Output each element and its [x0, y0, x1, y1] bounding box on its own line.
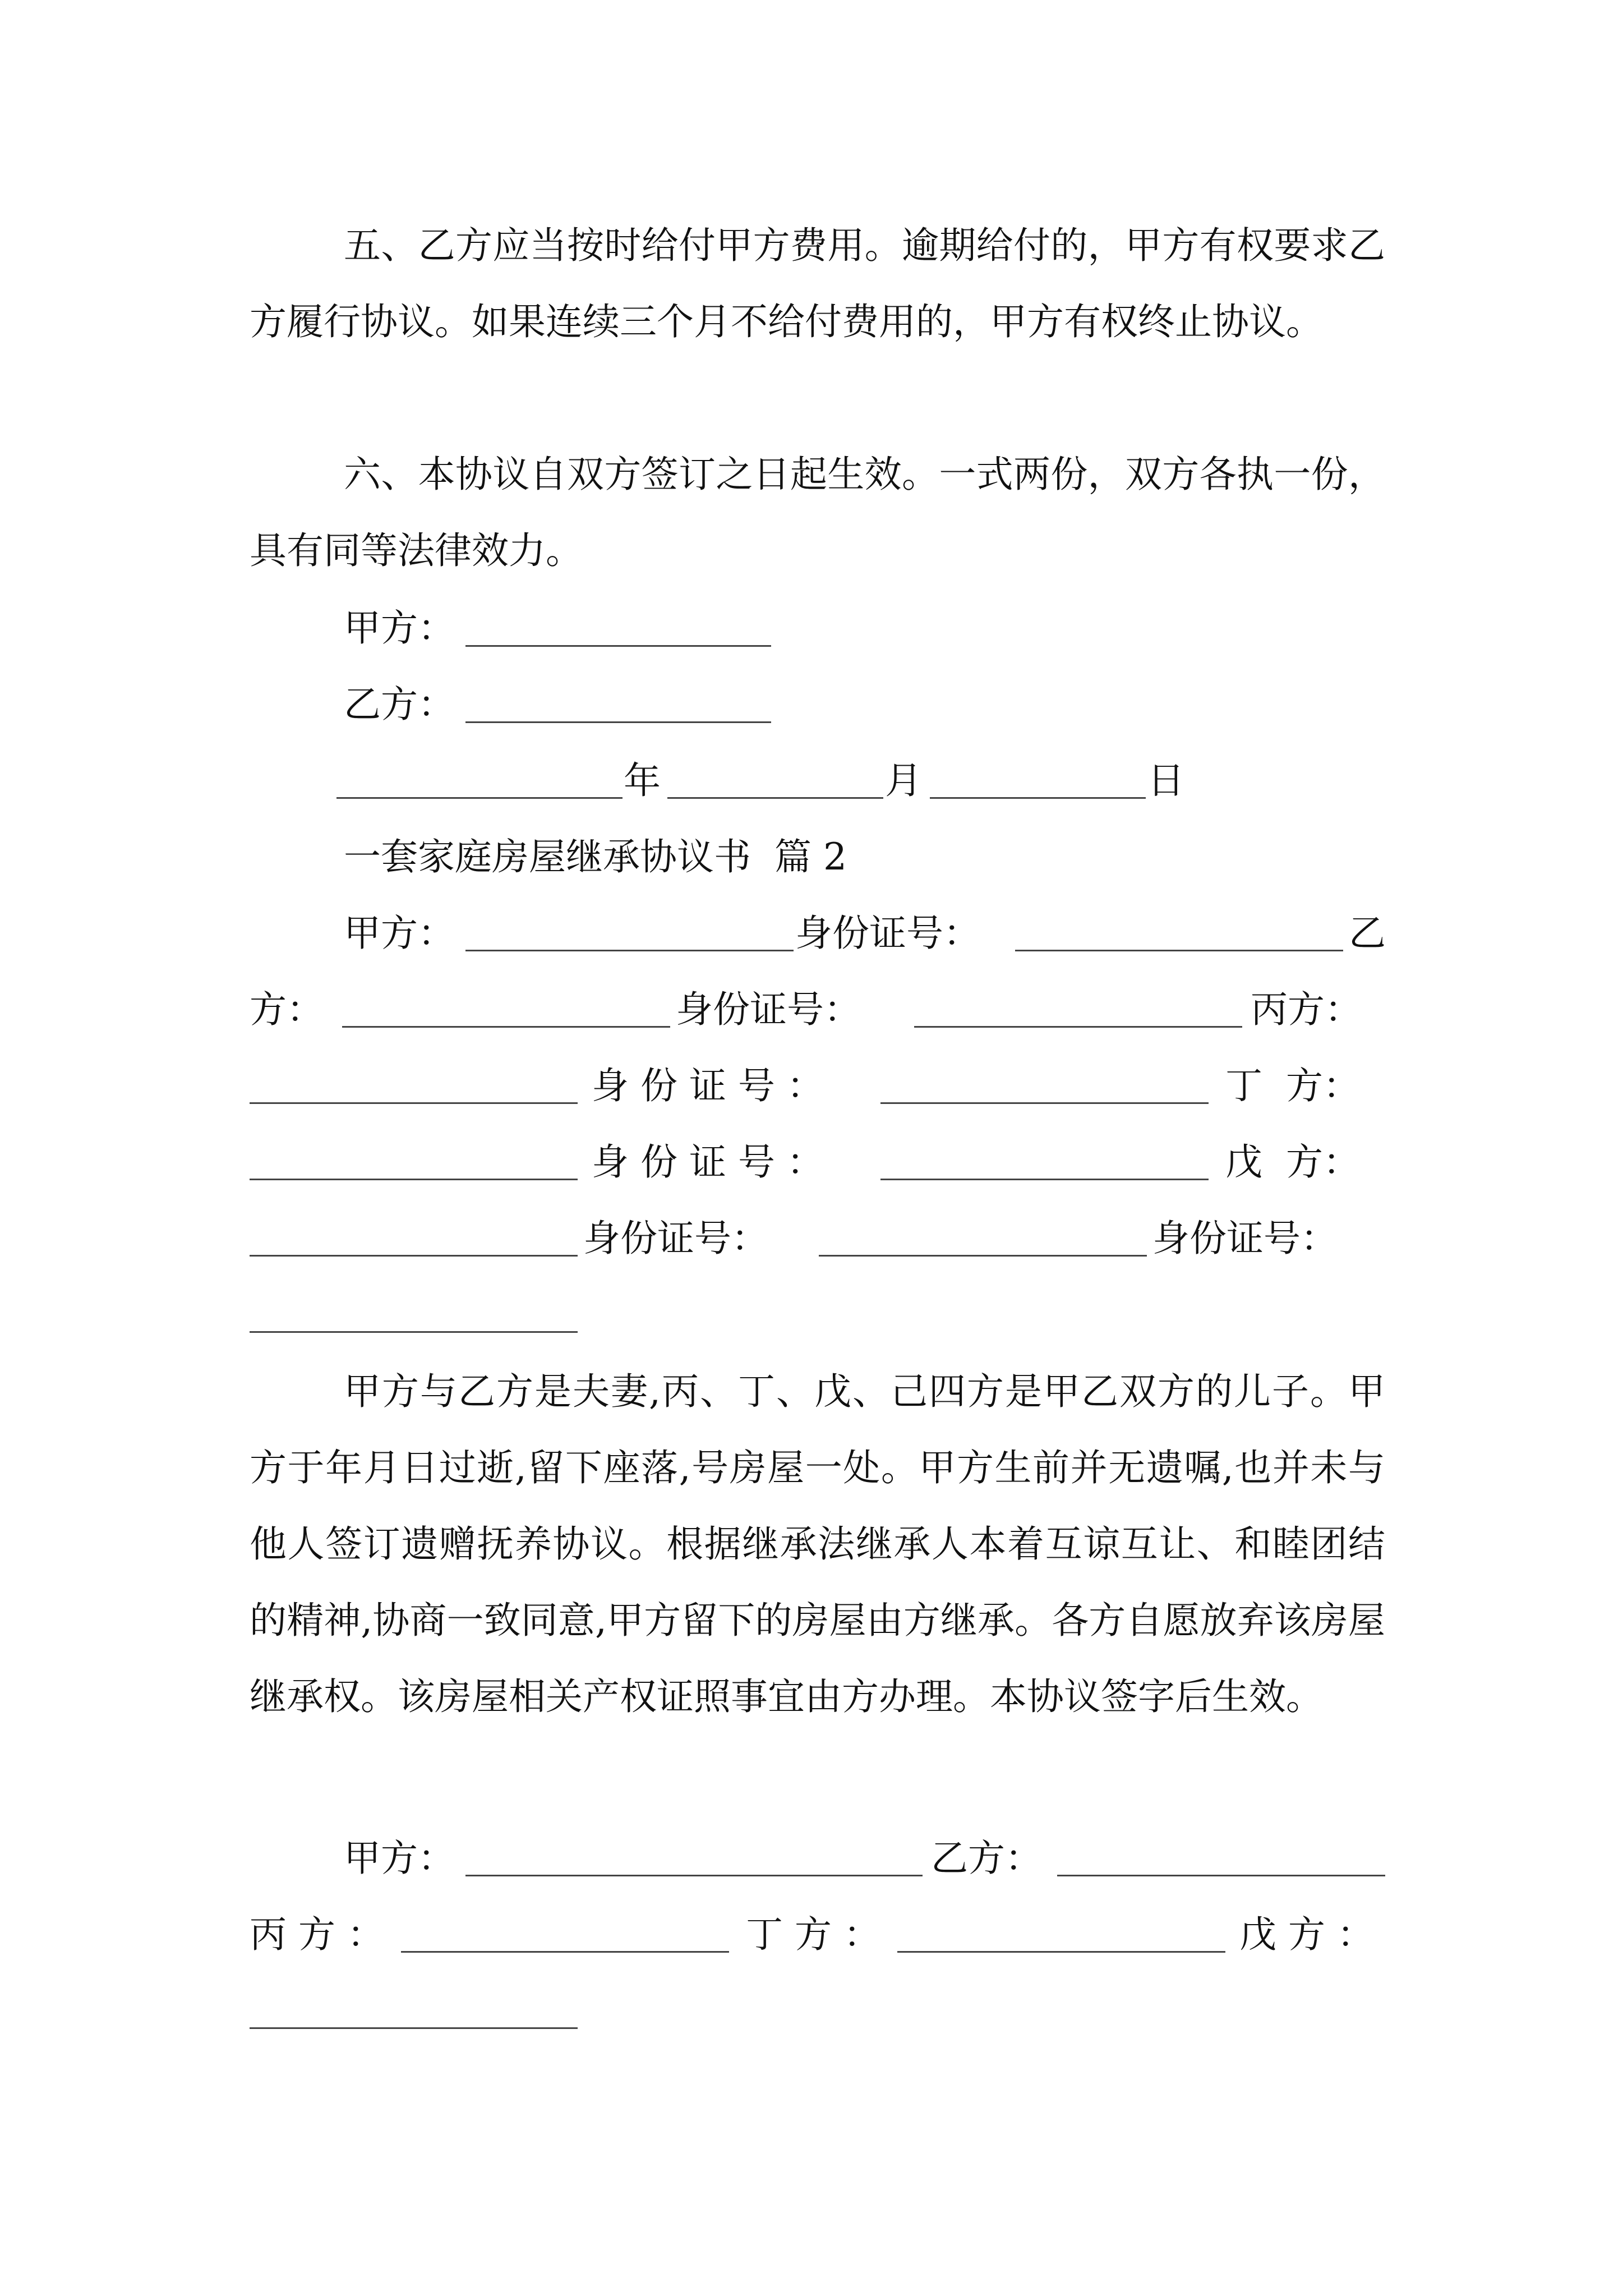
party-a-id-blank[interactable] [1015, 950, 1343, 951]
party-f-id-label: 身份证号： [1152, 1217, 1338, 1260]
party-d-blank[interactable] [250, 1179, 578, 1180]
party-b-id-blank[interactable] [914, 1026, 1242, 1028]
party-a-id-label: 身份证号： [795, 912, 980, 955]
sig-party-e-label: 戊 方 ： [1239, 1913, 1374, 1956]
party-d-label: 丁 方： [1225, 1064, 1360, 1107]
sig-party-d-blank[interactable] [897, 1951, 1225, 1953]
party-c-label: 丙方： [1251, 988, 1362, 1031]
sig-party-e-blank[interactable] [250, 2027, 578, 2029]
sign-party-b-label: 乙方： [344, 683, 455, 726]
sign-party-a-label: 甲方： [344, 606, 455, 650]
sig-party-b-label: 乙方： [931, 1837, 1042, 1880]
party-e-label: 戊 方： [1225, 1140, 1360, 1184]
clause-5: 五、乙方应当按时给付甲方费用。逾期给付的，甲方有权要求乙方履行协议。如果连续三个月不给付费用的，甲方有权终止协议。 [250, 224, 1385, 343]
date-year-blank[interactable] [336, 797, 623, 799]
party-c-blank[interactable] [250, 1102, 578, 1104]
party-b-id-label: 身份证号： [676, 988, 861, 1031]
sign-party-b-blank[interactable] [465, 721, 771, 723]
date-month-label: 月 [885, 759, 922, 802]
party-b-label-part1: 乙 [1349, 912, 1386, 955]
party-d-id-blank[interactable] [880, 1179, 1209, 1180]
inheritance-body: 甲方与乙方是夫妻,丙、丁、戊、己四方是甲乙双方的儿子。甲方于年月日过逝,留下座落,号房屋一处。甲方生前并无遗嘱,也并未与他人签订遗赠抚养协议。根据继承法继承人本着互谅互让、和睦团结的精神,协商一致同意,甲方留下的房屋由方继承。各方自愿放弃该房屋继承权。该房屋相关产权证照事宜由方办理。本协议签字后生效。 [250, 1370, 1385, 1718]
sig-party-c-label: 丙 方 ： [250, 1913, 384, 1956]
sig-party-d-label: 丁 方 ： [746, 1913, 880, 1956]
date-day-blank[interactable] [930, 797, 1146, 799]
party-f-id-blank[interactable] [250, 1331, 578, 1333]
party-c-id-blank[interactable] [880, 1102, 1209, 1104]
sig-party-a-label: 甲方： [344, 1837, 455, 1880]
party-a-label: 甲方： [344, 912, 455, 955]
date-month-blank[interactable] [667, 797, 883, 799]
clause-6: 六、本协议自双方签订之日起生效。一式两份，双方各执一份，具有同等法律效力。 [250, 453, 1385, 572]
party-e-id-blank[interactable] [819, 1255, 1147, 1257]
sign-party-a-blank[interactable] [465, 645, 771, 647]
date-year-label: 年 [624, 759, 661, 802]
sig-party-c-blank[interactable] [401, 1951, 729, 1953]
party-e-blank[interactable] [250, 1255, 578, 1257]
party-b-blank[interactable] [342, 1026, 670, 1028]
party-c-id-label: 身 份 证 号 ： [592, 1064, 824, 1107]
party-d-id-label: 身 份 证 号 ： [592, 1140, 824, 1184]
section-2-heading: 一套家庭房屋继承协议书 篇 2 [344, 835, 847, 878]
party-b-label-part2: 方： [250, 988, 324, 1031]
date-day-label: 日 [1147, 759, 1184, 802]
party-e-id-label: 身份证号： [583, 1217, 768, 1260]
sig-party-a-blank[interactable] [465, 1875, 923, 1876]
party-a-blank[interactable] [465, 950, 794, 951]
sig-party-b-blank[interactable] [1057, 1875, 1385, 1876]
